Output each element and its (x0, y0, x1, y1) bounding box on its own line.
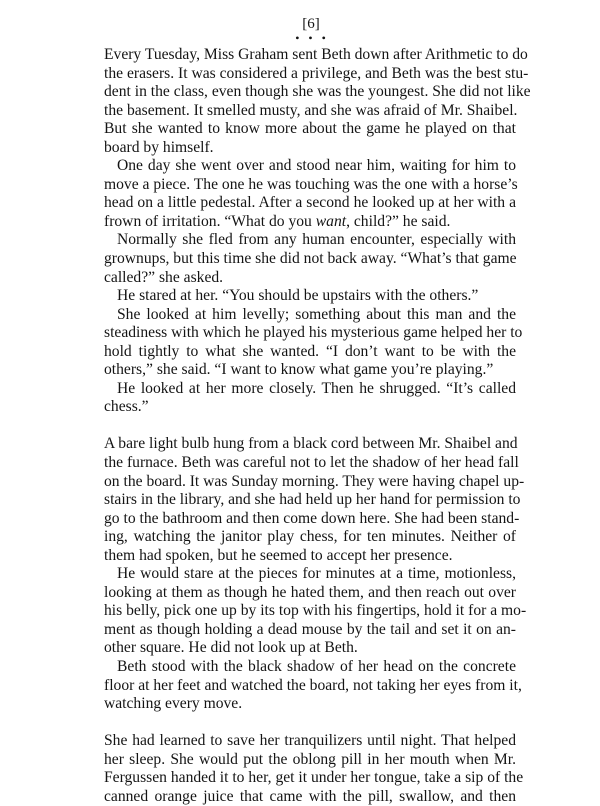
text-line: canned orange juice that came with the pill, swallow, and then (104, 787, 516, 805)
text-line: her sleep. She would put the oblong pill in her mouth when Mr. (104, 750, 516, 768)
paragraph (104, 732, 524, 806)
paragraph (104, 380, 516, 417)
text-line: others,” she said. “I want to know what game you’re playing.” (104, 361, 494, 379)
paragraph (104, 46, 531, 157)
text-line: She had learned to save her tranquilizers until night. That helped (104, 732, 516, 750)
text-line: stairs in the library, and she had held up her hand for permission to (104, 491, 521, 509)
text-line: watching every move. (104, 695, 243, 713)
text-line: ing, watching the janitor play chess, for ten minutes. Neither of (104, 528, 516, 546)
text-line: looking at them as though he hated them, and then reach out over (104, 583, 516, 601)
text-line: ment as though holding a dead mouse by the tail and set it on an- (104, 620, 516, 638)
paragraph (104, 658, 522, 714)
text-line: on the board. It was Sunday morning. They were having chapel up- (104, 472, 525, 490)
text-line: floor at her feet and watched the board, not taking her eyes from it, (104, 676, 522, 694)
text-line: He looked at her more closely. Then he shrugged. “It’s called (117, 379, 516, 397)
section-break (104, 714, 516, 733)
text-line: He would stare at the pieces for minutes at a time, motionless, (117, 565, 516, 583)
paragraph (104, 565, 527, 658)
paragraph (104, 231, 516, 287)
text-line: other square. He did not look up at Beth. (104, 639, 358, 657)
paragraph (104, 157, 516, 231)
text-line: A bare light bulb hung from a black cord between Mr. Shaibel and (104, 435, 518, 453)
text-line: them had spoken, but he seemed to accept her presence. (104, 546, 453, 564)
paragraph (104, 287, 516, 306)
text-line: grownups, but this time she did not back away. “What’s that game (104, 250, 517, 268)
text-line: Every Tuesday, Miss Graham sent Beth down after Arithmetic to do (104, 46, 528, 63)
text-line: board by himself. (104, 138, 214, 156)
text-line: frown of irritation. “What do you want, child?” he said. (104, 212, 451, 230)
text-line: the furnace. Beth was careful not to let the shadow of her head fall (104, 453, 519, 471)
paragraph (104, 435, 525, 565)
text-line: Beth stood with the black shadow of her head on the concrete (117, 658, 516, 675)
paragraph (104, 305, 523, 380)
page-number: [6] (302, 16, 320, 32)
text-line: his belly, pick one up by its top with his fingertips, hold it for a mo- (104, 602, 527, 620)
text-line: Fergussen handed it to her, get it under her tongue, take a sip of the (104, 769, 524, 787)
text-line: steadiness with which he played his mysterious game helped her to (104, 324, 523, 342)
text-line: hold tightly to what she wanted. “I don’t want to be with the (104, 342, 516, 360)
text-line: the erasers. It was considered a privilege, and Beth was the best stu- (104, 64, 529, 82)
text-line: chess.” (104, 398, 149, 416)
text-line: dent in the class, even though she was the youngest. She did not like (104, 83, 531, 101)
text-line: go to the bathroom and then come down here. She had been stand- (104, 509, 520, 527)
section-break (104, 417, 516, 436)
text-line: the basement. It smelled musty, and she was afraid of Mr. Shaibel. (104, 101, 518, 119)
text-line: He stared at her. “You should be upstairs with the others.” (117, 287, 479, 305)
text-line: head on a little pedestal. After a second he looked up at her with a (104, 194, 516, 212)
text-line: called?” she asked. (104, 268, 224, 286)
text-line: She looked at him levelly; something about this man and the (117, 305, 516, 323)
text-line: But she wanted to know more about the game he played on that (104, 120, 516, 138)
body-text (104, 46, 531, 806)
book-page (104, 15, 531, 806)
ornament-dots: • • • (295, 31, 329, 45)
text-line: move a piece. The one he was touching was the one with a horse’s (104, 175, 518, 193)
text-line: Normally she fled from any human encounter, especially with (117, 231, 516, 249)
text-line: One day she went over and stood near him, waiting for him to (117, 157, 516, 175)
